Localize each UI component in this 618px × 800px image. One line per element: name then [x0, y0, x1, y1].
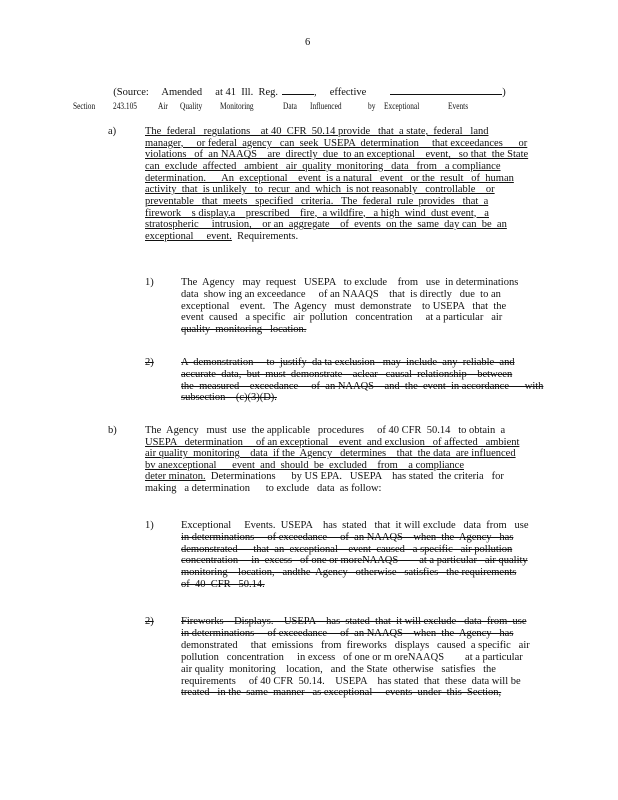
text-line [145, 126, 489, 138]
line-text: concentration in excess of one or moreNAAQS at a particular air quality [181, 555, 528, 567]
section-title-word: Air [158, 101, 168, 111]
line-text: pollution concentration in excess of one or m oreNAAQS at a particular [181, 651, 523, 663]
text-line [145, 149, 528, 161]
text-line [181, 664, 496, 676]
line-text: event caused a specific air pollution concentration at a particular air [181, 312, 503, 324]
section-title-word: Influenced [310, 101, 342, 111]
text-line [181, 640, 530, 652]
text-line [145, 471, 504, 483]
source-line [108, 72, 506, 99]
text-line [181, 628, 513, 640]
section-title-word: Events [448, 101, 469, 111]
line-text: air quality monitoring location, and the State otherwise satisfies the [181, 663, 496, 675]
text-line [181, 555, 528, 567]
line-text: bv anexceptional event and should be excluded from a compliance [145, 459, 464, 471]
line-text: making a determination to exclude data as follow: [145, 483, 382, 494]
line-text: of 40 CFR 50.14. [181, 579, 265, 590]
text-line [145, 231, 298, 243]
text-line [181, 532, 513, 544]
line-text: in determinations of exceedance of an NAAQS when the Agency has [181, 531, 514, 543]
text-line [181, 616, 527, 628]
line-text: subsection (c)(3)(D). [181, 392, 277, 404]
line-text: determination. An exceptional event is a natural event or the result of human [145, 172, 514, 184]
line-text: requirements of 40 CFR 50.14. USEPA has stated that these data will be [181, 675, 521, 687]
section-title-word: by [368, 101, 376, 111]
text-line [181, 392, 277, 404]
paragraph-label: a) [108, 126, 117, 137]
text-line [145, 173, 514, 185]
text-line [145, 184, 495, 196]
line-text: The Agency must use the applicable procedures of 40 CFR 50.14 to obtain a [145, 425, 506, 436]
section-title-word: Quality [180, 101, 203, 111]
line-text: activity that is unlikely to recur and which is not reasonably controllable or [145, 184, 495, 196]
section-number: 243.105 [113, 101, 137, 111]
text-line [145, 437, 519, 449]
source-suffix: ) [502, 87, 506, 98]
line-text: air quality monitoring data if the Agency determines that the data are influenced [145, 448, 516, 460]
text-line [145, 219, 507, 231]
line-text: exceptional event. The Agency must demonstrate to USEPA that the [181, 300, 507, 312]
text-line [181, 687, 501, 699]
section-title-word: Exceptional [384, 101, 420, 111]
text-line [181, 579, 265, 591]
line-text: USEPA determination of an exceptional event and exclusion of affected ambient [145, 436, 520, 448]
text-line [181, 357, 515, 369]
line-text: violations of an NAAQS are directly due to an exceptional event, so that the State [145, 149, 529, 161]
line-text: firework s display.a prescribed fire, a wildfire, a high wind dust event, a [145, 207, 489, 219]
text-line [181, 567, 516, 579]
line-text: The federal regulations at 40 CFR 50.14 provide that a state, federal land [145, 126, 489, 137]
text-line [145, 138, 527, 150]
text-line [145, 208, 489, 220]
line-text-rest: Requirements. [231, 230, 299, 242]
source-blank-1 [282, 84, 314, 95]
text-line [181, 324, 306, 336]
section-title-word: Monitoring [220, 101, 254, 111]
line-text: A demonstration to justify da ta exclusion may include any reliable and [181, 357, 515, 368]
line-text: demonstrated that emissions from fireworks displays caused a specific air [181, 639, 530, 651]
paragraph-label: 1) [145, 277, 154, 288]
text-line [145, 460, 464, 472]
line-text: manager, or federal agency can seek USEPA determination that exceedances or [145, 137, 528, 149]
text-line [145, 196, 488, 208]
text-line [181, 289, 501, 301]
section-label: Section [73, 101, 96, 111]
line-text-rest: Determinations by US EPA. USEPA has stated the criteria for [205, 471, 504, 483]
text-line [181, 301, 506, 313]
text-line [181, 312, 502, 324]
line-text: The Agency may request USEPA to exclude from use in determinations [181, 277, 519, 288]
line-text: in determinations of exceedance of an NAAQS when the Agency has [181, 627, 514, 639]
text-line [181, 369, 512, 381]
paragraph-label: 2) [145, 357, 154, 368]
source-middle: , effective [314, 87, 367, 98]
line-text: accurate data, but must demonstrate aclear causal relationship between [181, 368, 513, 380]
line-text: Fireworks Displays. USEPA has stated that it will exclude data from use [181, 616, 527, 627]
text-line [145, 448, 516, 460]
line-text: can exclude affected ambient air quality monitoring data from a compliance [145, 160, 501, 172]
paragraph-label: 1) [145, 520, 154, 531]
source-blank-2 [390, 84, 502, 95]
line-text: quality monitoring location. [181, 324, 307, 336]
text-line [181, 381, 543, 393]
line-text: data show ing an exceedance of an NAAQS that is directly due to an [181, 288, 501, 300]
text-line [181, 652, 523, 664]
page-number: 6 [305, 37, 311, 48]
text-line [181, 520, 529, 532]
source-prefix: (Source: Amended at 41 Ill. Reg. [113, 87, 279, 98]
line-text: deter minaton. [145, 471, 206, 483]
text-line [181, 544, 512, 556]
text-line [145, 425, 505, 437]
section-title-word: Data [283, 101, 297, 111]
text-line [181, 676, 521, 688]
paragraph-label: b) [108, 425, 117, 436]
line-text: Exceptional Events. USEPA has stated that it will exclude data from use [181, 520, 529, 531]
text-line [145, 483, 381, 495]
text-line [181, 277, 518, 289]
text-line [145, 161, 501, 173]
line-text: stratospheric intrusion, or an aggregate of events on the same day can be an [145, 219, 507, 231]
line-text: the measured exceedance of an NAAQS and the event in accordance with [181, 380, 544, 392]
line-text: preventable that meets specified criteria. The federal rule provides that a [145, 195, 489, 207]
line-text: treated in the same manner as exceptional events under this Section, [181, 687, 502, 699]
line-text: demonstrated that an exceptional event caused a specific air pollution [181, 543, 513, 555]
line-text: exceptional event. [145, 230, 232, 242]
line-text: monitoring location, andthe Agency otherwise satisfies the requirements [181, 567, 517, 579]
paragraph-label: 2) [145, 616, 154, 627]
